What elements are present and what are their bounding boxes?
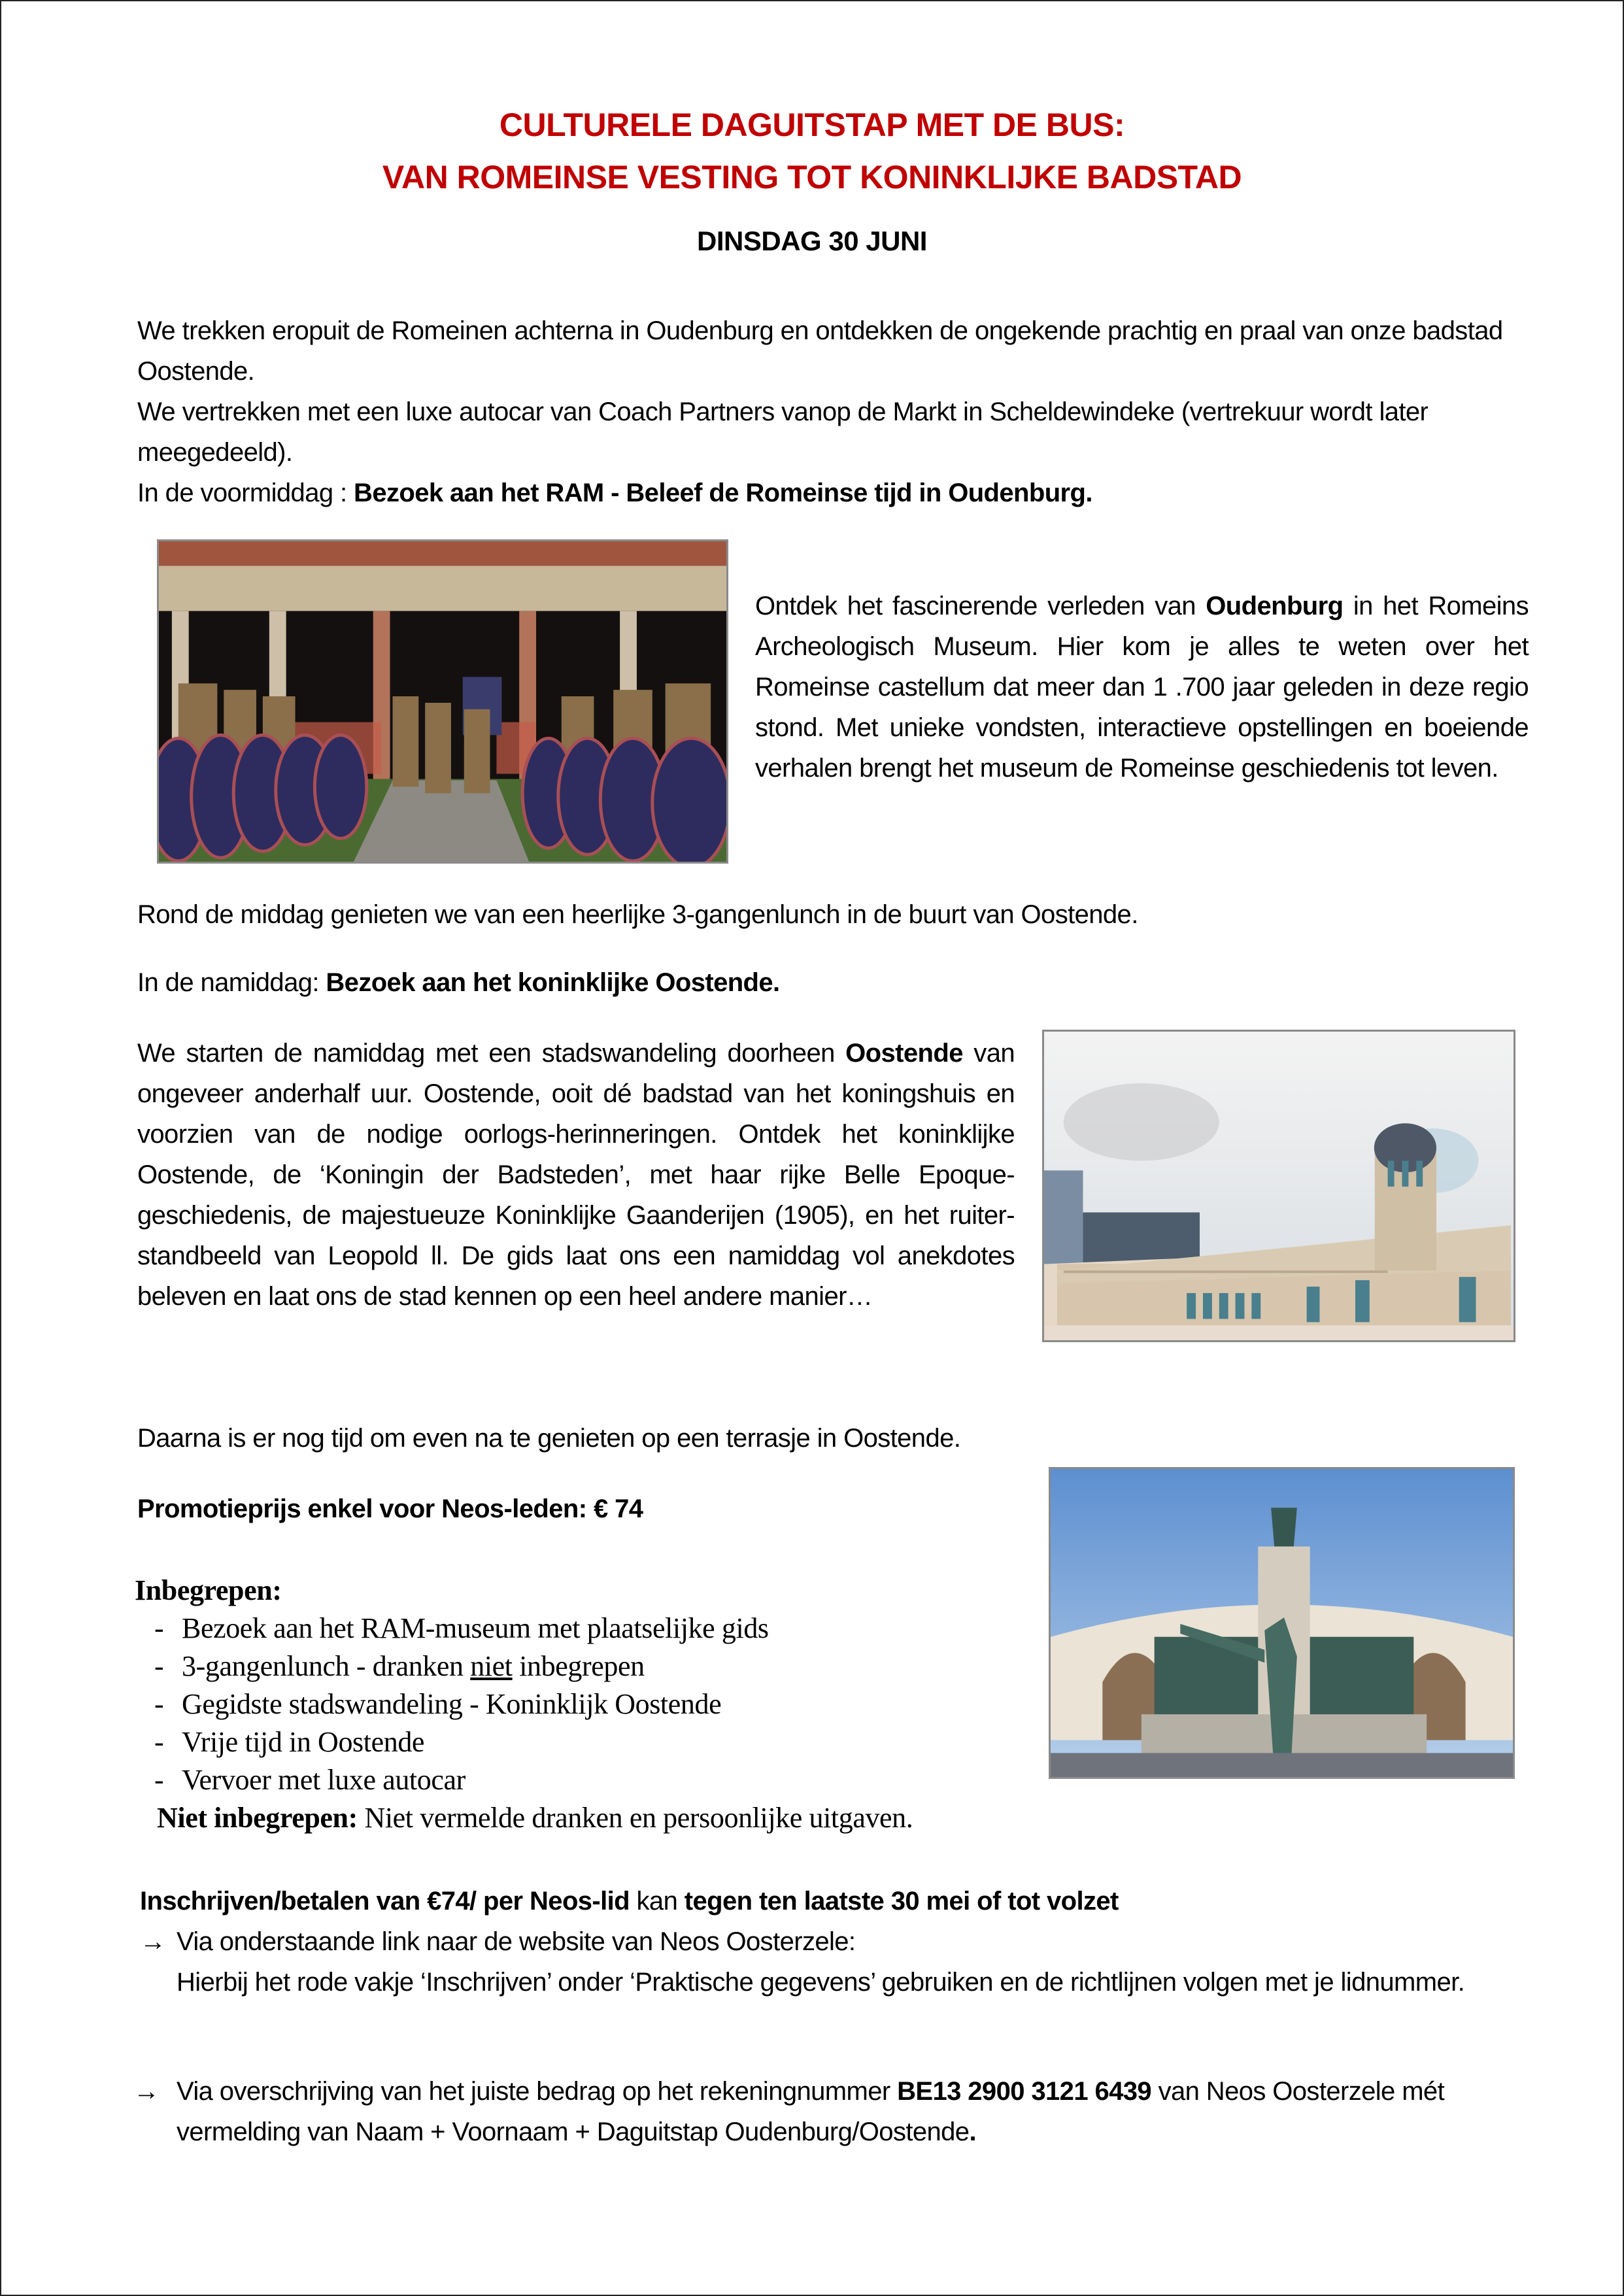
registration-bold-1: Inschrijven/betalen van €74/ per Neos-lid bbox=[140, 1887, 630, 1916]
ram-text-bold: Oudenburg bbox=[1206, 592, 1344, 620]
included-item-text: Gegidste stadswandeling - Koninklijk Oostende bbox=[182, 1688, 722, 1720]
leopold-statue-photo bbox=[1049, 1467, 1515, 1779]
option-2-end: . bbox=[969, 2118, 976, 2146]
included-section bbox=[135, 1572, 1037, 1837]
included-list bbox=[135, 1610, 1037, 1799]
arrow-right-icon: → bbox=[133, 2077, 160, 2106]
excluded-line bbox=[135, 1799, 1037, 1837]
included-item bbox=[154, 1610, 1037, 1647]
included-title: Inbegrepen: bbox=[135, 1574, 282, 1606]
ram-description bbox=[755, 586, 1529, 788]
included-item bbox=[154, 1685, 1037, 1723]
arrow-right-icon: → bbox=[140, 1927, 166, 1956]
bank-account-number: BE13 2900 3121 6439 bbox=[897, 2077, 1152, 2106]
included-item-text: inbegrepen bbox=[512, 1650, 645, 1682]
included-item bbox=[154, 1761, 1037, 1799]
afternoon-text-2: van ongeveer anderhalf uur. Oostende, ooit dé badstad van het koningshuis en voorzien van de nodige oorlogs-herinneringen. Ontdek het koninklijke Oostende, de ‘Koningin der Badsteden’, met haar rijke Belle Epoque-geschiedenis, de majestueuze Koninklijke Gaanderijen (1905), en het ruiter-standbeeld van Leopold ll. De gids laat ons een namiddag vol anekdotes beleven en laat ons de stad kennen op een heel andere manier… bbox=[137, 1039, 1015, 1311]
registration-mid: kan bbox=[630, 1887, 685, 1916]
included-item-text: Bezoek aan het RAM-museum met plaatselijke gids bbox=[182, 1612, 769, 1644]
afternoon-label: In de namiddag: bbox=[137, 968, 326, 997]
morning-line bbox=[137, 473, 1529, 513]
intro-paragraph-1: We trekken eropuit de Romeinen achterna in Oudenburg en ontdekken de ongekende prachtig en praal van onze badstad Oostende. bbox=[137, 316, 1503, 386]
option-2-text-1: Via overschrijving van het juiste bedrag op het rekeningnummer bbox=[177, 2077, 898, 2106]
roman-reenactors-photo bbox=[157, 539, 728, 864]
after-paragraph: Daarna is er nog tijd om even na te genieten op een terrasje in Oostende. bbox=[137, 1424, 961, 1453]
ram-text-1: Ontdek het fascinerende verleden van bbox=[755, 592, 1206, 620]
afternoon-description bbox=[137, 1033, 1015, 1317]
promo-price-text: Promotieprijs enkel voor Neos-leden: € 74 bbox=[137, 1494, 643, 1523]
registration-option-1 bbox=[140, 1921, 1529, 1962]
afternoon-line bbox=[137, 962, 1529, 1003]
included-item-underlined: niet bbox=[470, 1650, 513, 1682]
lunch-paragraph: Rond de middag genieten we van een heerlijke 3-gangenlunch in de buurt van Oostende. bbox=[137, 900, 1138, 929]
option-1-detail: Hierbij het rode vakje ‘Inschrijven’ onder ‘Praktische gegevens’ gebruiken en de richtlijnen volgen met je lidnummer. bbox=[177, 1968, 1465, 1997]
bullet: - bbox=[154, 1726, 164, 1758]
registration-option-2 bbox=[133, 2071, 1529, 2152]
event-date: DINSDAG 30 JUNI bbox=[697, 226, 927, 256]
registration-section bbox=[140, 1881, 1529, 2002]
included-item-text: 3-gangenlunch - dranken bbox=[182, 1650, 471, 1682]
intro-paragraph-2: We vertrekken met een luxe autocar van Coach Partners vanop de Markt in Scheldewindeke (vertrekuur wordt later meegedeeld). bbox=[137, 397, 1429, 467]
option-1-text[interactable]: Via onderstaande link naar de website van Neos Oosterzele: bbox=[177, 1927, 856, 1956]
excluded-text: Niet vermelde dranken en persoonlijke uitgaven. bbox=[357, 1802, 913, 1834]
royal-galleries-photo bbox=[1042, 1030, 1515, 1342]
included-item bbox=[154, 1647, 1037, 1685]
promo-price bbox=[137, 1489, 987, 1529]
included-item bbox=[154, 1723, 1037, 1761]
included-item-text: Vrije tijd in Oostende bbox=[182, 1726, 425, 1758]
intro-section bbox=[137, 311, 1529, 513]
bullet: - bbox=[154, 1764, 164, 1796]
morning-label: In de voormiddag : bbox=[137, 479, 354, 507]
morning-activity: Bezoek aan het RAM - Beleef de Romeinse tijd in Oudenburg. bbox=[354, 479, 1092, 507]
afternoon-activity: Bezoek aan het koninklijke Oostende. bbox=[326, 968, 780, 997]
option-2-text bbox=[133, 2071, 1529, 2152]
title-line-1: CULTURELE DAGUITSTAP MET DE BUS: bbox=[499, 107, 1125, 143]
bullet: - bbox=[154, 1650, 164, 1682]
excluded-title: Niet inbegrepen: bbox=[157, 1802, 358, 1834]
afternoon-text-bold: Oostende bbox=[845, 1039, 963, 1068]
afternoon-text-1: We starten de namiddag met een stadswandeling doorheen bbox=[137, 1039, 846, 1068]
included-item-text: Vervoer met luxe autocar bbox=[182, 1764, 465, 1796]
registration-headline bbox=[140, 1881, 1529, 1921]
registration-bold-2: tegen ten laatste 30 mei of tot volzet bbox=[684, 1887, 1119, 1916]
ram-text-2: in het Romeins Archeologisch Museum. Hier kom je alles te weten over het Romeinse castellum dat meer dan 1 .700 jaar geleden in deze regio stond. Met unieke vondsten, interactieve opstellingen en boeiende verhalen brengt het museum de Romeinse geschiedenis tot leven. bbox=[755, 592, 1529, 783]
bullet: - bbox=[154, 1688, 164, 1720]
bullet: - bbox=[154, 1612, 164, 1644]
option-2-text-2: van Neos Oosterzele mét vermelding van Naam + Voornaam + Daguitstap Oudenburg/Oostende bbox=[177, 2077, 1445, 2146]
title-line-2: VAN ROMEINSE VESTING TOT KONINKLIJKE BADSTAD bbox=[382, 159, 1242, 195]
